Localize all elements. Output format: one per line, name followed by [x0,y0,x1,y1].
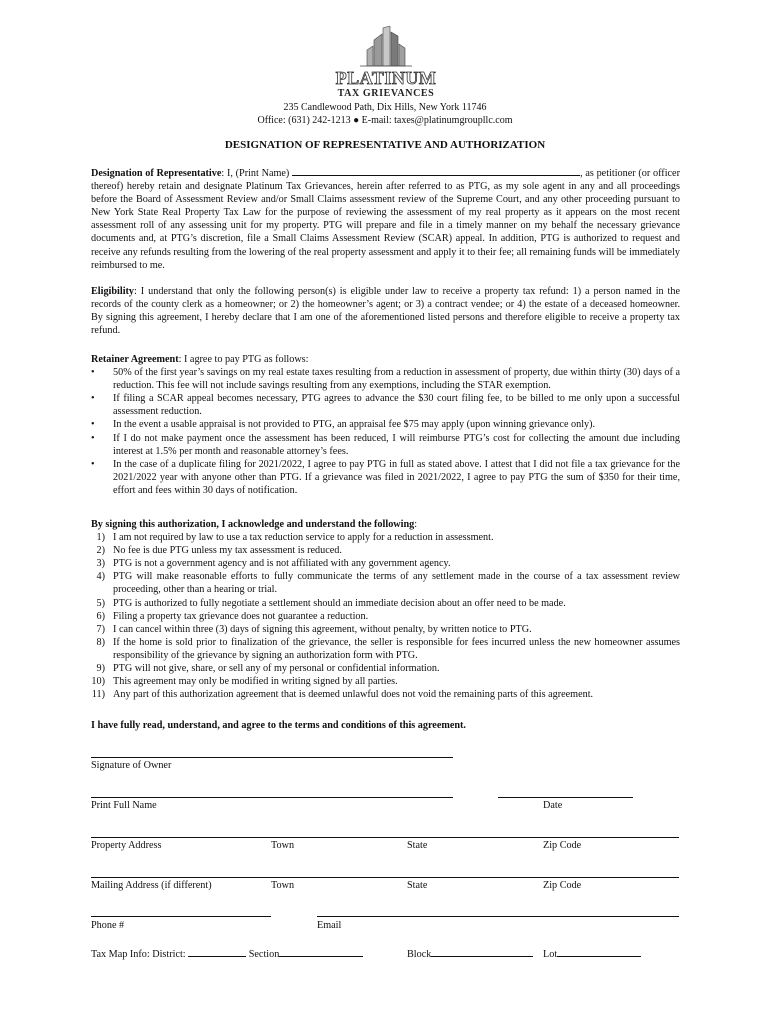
tax-map-district-label: Tax Map Info: District: [91,949,189,960]
designation-lead: : I, (Print Name) [221,168,293,179]
list-item [91,418,680,431]
item-text: PTG will make reasonable efforts to fully communicate the terms of any settlement made in the course of a tax assessment review proceeding, other than a hearing or trial. [113,571,680,596]
print-name-field[interactable] [292,166,580,176]
list-item [91,458,680,497]
item-text: PTG is not a government agency and is not affiliated with any government agency. [113,558,451,570]
item-number: 3) [96,558,105,570]
list-item [91,570,680,596]
property-state-label: State [407,840,428,851]
bullet-icon: • [91,367,95,379]
acknowledgement-heading-colon: : [414,519,418,530]
retainer-bullet-text: If filing a SCAR appeal becomes necessary, PTG agrees to advance the $30 court filing fee, to be billed to me only upon a successful assessment reduction. [113,393,680,418]
lot-row [543,947,641,960]
block-field[interactable] [431,947,533,957]
list-item [91,675,680,688]
acknowledgement-section [91,518,680,701]
item-number: 5) [96,597,105,609]
item-number: 2) [96,545,105,557]
acknowledgement-list [91,531,680,701]
date-line[interactable] [498,797,633,798]
item-text: I am not required by law to use a tax reduction service to apply for a reduction in assessment. [113,532,494,544]
item-text: PTG will not give, share, or sell any of my personal or confidential information. [113,663,440,675]
email-label: Email [317,920,342,931]
acknowledgement-heading [91,518,680,531]
bullet-icon: • [91,458,95,470]
mailing-address-label: Mailing Address (if different) [91,880,212,891]
retainer-bullet-text: If I do not make payment once the assessment has been reduced, I will reimburse PTG’s cost for collecting the amount due including interest at 1.5% per month and reasonable attorney’s fees. [113,432,680,457]
district-field[interactable] [188,947,246,957]
company-address: 235 Candlewood Path, Dix Hills, New York 11746 [283,102,487,113]
mailing-state-label: State [407,880,428,891]
eligibility-paragraph [91,285,680,337]
list-item [91,544,680,557]
block-label: Block [407,949,432,960]
item-number: 1) [96,532,105,544]
item-number: 7) [96,623,105,635]
item-number: 11) [91,689,105,701]
logo-subtitle: TAX GRIEVANCES [337,88,435,99]
item-text: Any part of this authorization agreement that is deemed unlawful does not void the remaining parts of this agreement. [113,689,594,701]
item-number: 10) [91,676,105,688]
retainer-bullet-text: In the case of a duplicate filing for 2021/2022, I agree to pay PTG in full as stated above. I attest that I did not file a tax grievance for the 2021/2022 year with anyone other than PTG. If a grievance was filed in 2021/2022, I agree to pay PTG the sum of $350 for their time, effort and fees within 30 days of notification. [113,458,680,496]
mailing-town-label: Town [271,880,295,891]
retainer-lead: : I agree to pay PTG as follows: [178,354,309,365]
tax-map-row [91,947,363,960]
list-item [91,432,680,458]
list-item [91,597,680,610]
document-title: DESIGNATION OF REPRESENTATIVE AND AUTHORIZATION [224,139,546,151]
designation-body: , as petitioner (or officer thereof) hereby retain and designate Platinum Tax Grievances, herein after referred to as PTG, as my sole agent in any and all proceedings before the Board of Assessment Review and/or Small Claims assessment review of the Supreme Court, and any other proceeding pursuant to New York State Real Property Tax Law for the purpose of reviewing the assessment of my real property as it appears on the most recent assessment roll of any assessing unit for my property. PTG will prepare and file in a timely manner on my behalf the necessary grievance documents and, at PTG’s discretion, file a Small Claims Assessment Review (SCAR) appeal. In addition, PTG is authorized to request and receive any refunds resulting from the lowering of the real property assessment and apply it to their fee; all remaining funds will be immediately reimbursed to me. [91,168,680,271]
item-text: PTG is authorized to fully negotiate a settlement should an immediate decision about an offer need to be made. [113,597,566,609]
designation-paragraph [91,166,680,272]
date-label: Date [543,800,563,811]
item-text: I can cancel within three (3) days of signing this agreement, without penalty, by written notice to PTG. [113,623,532,635]
item-text: If the home is sold prior to finalization of the grievance, the seller is responsible for fees incurred unless the new homeowner assumes responsibility of the grievance by signing an authorization form with PTG. [113,636,680,661]
bullet-icon: • [91,419,95,431]
print-full-name-line[interactable] [91,797,453,798]
property-address-line[interactable] [91,837,679,838]
mailing-address-line[interactable] [91,877,679,878]
lot-label: Lot [543,949,558,960]
retainer-label: Retainer Agreement [91,354,179,365]
retainer-section [91,353,680,497]
eligibility-label: Eligibility [91,286,135,297]
retainer-bullet-text: 50% of the first year’s savings on my real estate taxes resulting from a reduction in assessment of property, due within thirty (30) days of a reduction. This fee will not include savings resulting from any exemptions, including the STAR exemption. [113,367,680,392]
acknowledgement-heading-text: By signing this authorization, I acknowledge and understand the following [91,519,415,530]
list-item [91,623,680,636]
list-item [91,662,680,675]
list-item [91,557,680,570]
retainer-heading [91,353,680,366]
list-item [91,688,680,701]
bullet-icon: • [91,432,95,444]
list-item [91,531,680,544]
lot-field[interactable] [557,947,641,957]
item-number: 6) [96,610,105,622]
list-item [91,636,680,662]
list-item [91,610,680,623]
block-row [407,947,533,960]
section-field[interactable] [279,947,363,957]
eligibility-body: : I understand that only the following person(s) is eligible under law to receive a property tax refund: 1) a person named in the records of the county clerk as a homeowner; or 2) the homeowner’s agent; or 3) a contract vendee; or 4) the estate of a deceased homeowner. By signing this agreement, I hereby declare that I am one of the aforementioned listed persons and therefore eligible to receive a property tax refund. [91,286,680,337]
designation-label: Designation of Representative [91,168,222,179]
phone-label: Phone # [91,920,125,931]
list-item [91,392,680,418]
item-text: Filing a property tax grievance does not guarantee a reduction. [113,610,369,622]
property-address-label: Property Address [91,840,162,851]
platinum-logo [330,26,442,100]
email-line[interactable] [317,916,679,917]
retainer-bullet-text: In the event a usable appraisal is not provided to PTG, an appraisal fee $75 may apply (upon winning grievance only). [113,419,596,431]
signature-label: Signature of Owner [91,760,172,771]
property-zip-label: Zip Code [543,840,582,851]
phone-line[interactable] [91,916,271,917]
property-town-label: Town [271,840,295,851]
item-text: This agreement may only be modified in writing signed by all parties. [113,676,398,688]
section-label: Section [246,949,280,960]
retainer-bullet-list [91,366,680,497]
list-item [91,366,680,392]
logo-wordmark: PLATINUM [335,68,437,88]
signature-line[interactable] [91,757,453,758]
item-text: No fee is due PTG unless my tax assessment is reduced. [113,545,342,557]
company-contact: Office: (631) 242-1213 ● E-mail: taxes@platinumgroupllc.com [257,115,513,126]
item-number: 8) [96,636,105,648]
bullet-icon: • [91,393,95,405]
mailing-zip-label: Zip Code [543,880,582,891]
item-number: 9) [96,663,105,675]
agreement-statement: I have fully read, understand, and agree to the terms and conditions of this agreement. [91,720,466,731]
print-full-name-label: Print Full Name [91,800,157,811]
item-number: 4) [96,571,105,583]
